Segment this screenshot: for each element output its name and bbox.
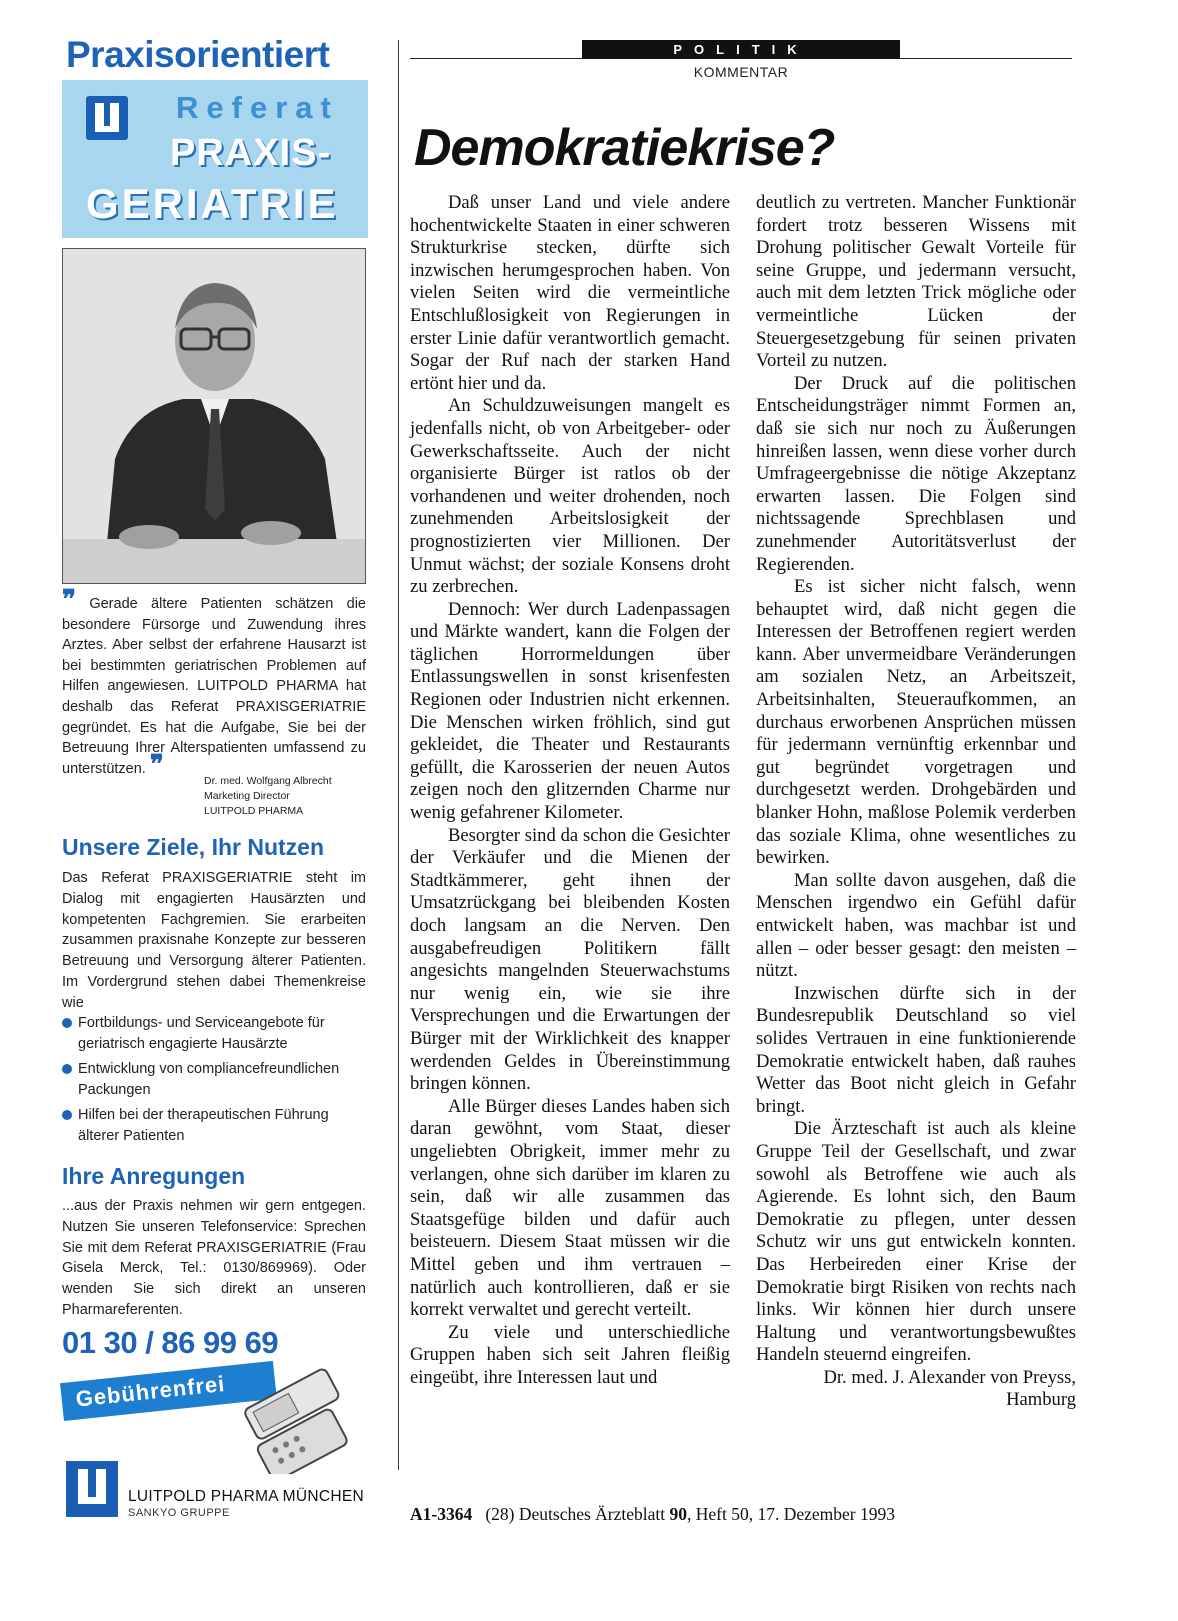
column-divider: [398, 40, 399, 1470]
ad-banner-line1: Referat: [176, 90, 339, 125]
portrait-photo: [62, 248, 366, 584]
ad-section3-heading: Ihre Anregungen: [62, 1163, 246, 1189]
ad-banner-line2: PRAXIS-: [170, 132, 332, 174]
luitpold-footer-logo-icon: [66, 1461, 118, 1517]
ad-title: Praxisorientiert: [66, 34, 330, 75]
article-paragraph: Alle Bürger dieses Landes haben sich daran gewöhnt, vom Staat, dieser ungeliebten Obrigkeit, immer mehr zu verlangen, ohne sich darüber im klaren zu sein, daß wir alle zusammen das Staatsgefüge bilden und dafür auch beisteuern. Diesem Staat müssen wir die Mittel geben und ihm vertrauen – natürlich auch kontrollieren, daß er sie korrekt verwaltet und gerecht verteilt.: [410, 1095, 730, 1321]
ad-quote-body: Gerade ältere Patienten schätzen die besondere Fürsorge und Zuwendung ihres Arztes. Aber selbst der erfahrene Hausarzt ist bei bestimmten geriatrischen Problemen auf Hilfen angewiesen. LUITPOLD PHARMA hat deshalb das Referat PRAXISGERIATRIE gegründet. Es hat die Aufgabe, Sie bei der Betreuung Ihrer Alterspatienten umfassend zu unterstützen.: [62, 596, 366, 777]
portrait-illustration: [63, 249, 366, 584]
luitpold-logo-icon: [86, 96, 128, 140]
bullet-dot-icon: [62, 1110, 72, 1120]
article-paragraph: Zu viele und unterschiedliche Gruppen haben sich seit Jahren fleißig eingeübt, ihre Interessen laut und: [410, 1321, 730, 1388]
header-rule-right: [900, 58, 1072, 59]
article-column-1: [410, 192, 730, 1389]
list-item: Hilfen bei der therapeutischen Führung älterer Patienten: [62, 1105, 366, 1146]
signature-role: Marketing Director: [204, 790, 290, 802]
article-author-city: Hamburg: [1006, 1389, 1076, 1411]
signature-company: LUITPOLD PHARMA: [204, 805, 304, 817]
quote-close-icon: ❞: [149, 749, 164, 779]
list-item: Entwicklung von compliancefreundlichen Packungen: [62, 1059, 366, 1100]
ad-section2-text: Das Referat PRAXISGERIATRIE steht im Dialog mit engagierten Hausärzten und kompetenten Fachgremien. Sie erarbeiten zusammen praxisnahe Konzepte zur besseren Betreuung und Versorgung älterer Patienten. Im Vordergrund stehen dabei Themenkreise wie: [62, 870, 366, 1011]
subsection-label: KOMMENTAR: [693, 64, 789, 80]
article-paragraph: Der Druck auf die politischen Entscheidungsträger nimmt Formen an, daß sie sich nur noch zu Äußerungen hinreißen lassen, wenn diese vorher durch Umfrageergebnisse die nötige Akzeptanz erwarten lassen. Die Folgen sind nichtssagende Sprechblasen und zunehmender Autoritätsverlust der Regierenden.: [756, 372, 1076, 575]
ad-banner: [62, 80, 368, 238]
article-paragraph: An Schuldzuweisungen mangelt es jedenfalls nicht, ob von Arbeitgeber- oder Gewerkschaftsseite. Auch der nicht organisierte Bürger ist ratlos ob der vorhandenen und weiter drohenden, noch zunehmenden Arbeitslosigkeit der prognostizierten vier Millionen. Der Unmut wächst; der soziale Konsens droht zu zerbrechen.: [410, 395, 730, 598]
footer-volume: 90: [669, 1504, 688, 1524]
header-rule-left: [410, 58, 582, 59]
section-label: POLITIK: [582, 40, 900, 59]
list-item: Fortbildungs- und Serviceangebote für geriatrisch engagierte Hausärzte: [62, 1013, 366, 1054]
article-paragraph: deutlich zu vertreten. Mancher Funktionär fordert trotz besseren Wissens mit Drohung politischer Gewalt Vorteile für seine Gruppe, und jedermann versucht, auch mit dem letzten Trick mögliche oder vermeintliche Lücken der Steuergesetzgebung für seinen privaten Vorteil zu nutzen.: [756, 192, 1076, 372]
article-paragraph: Inzwischen dürfte sich in der Bundesrepublik Deutschland so viel solides Vertrauen in eine funktionierende Demokratie entwickelt haben, daß rauhes Wetter das Boot nicht gleich in Gefahr bringt.: [756, 982, 1076, 1117]
ad-company-name: LUITPOLD PHARMA MÜNCHEN: [128, 1488, 364, 1505]
ad-banner-line3: GERIATRIE: [86, 180, 339, 227]
ad-signature: [204, 774, 332, 819]
article-paragraph: Es ist sicher nicht falsch, wenn behauptet wird, daß nicht gegen die Interessen der Betroffenen regiert werden kann. Aber unvermeidbare Veränderungen am sozialen Netz, an Arbeitszeit, Arbeitsinhalten, Steueraufkommen, an durchaus erworbenen Ansprüchen müssen für jedermann vernünftig erkennbar und gut begründet vorgetragen und durchgesetzt werden. Drohgebärden und blanker Hohn, maßlose Polemik verderben das soziale Klima, ohne wesentliches zu bewirken.: [756, 576, 1076, 869]
article-paragraph: Daß unser Land und viele andere hochentwickelte Staaten in einer schweren Strukturkrise stecken, dürfte sich inzwischen herumgesprochen haben. Von vielen Seiten wird die vermeintliche Entschlußlosigkeit von Regierungen in erster Linie dafür verantwortlich gemacht. Sogar der Ruf nach der starken Hand ertönt hier und da.: [410, 192, 730, 394]
bullet-dot-icon: [62, 1018, 72, 1028]
ad-bullet-list: [62, 1013, 366, 1151]
signature-name: Dr. med. Wolfgang Albrecht: [204, 775, 332, 787]
footer-publication: Deutsches Ärzteblatt: [518, 1504, 666, 1524]
bullet-dot-icon: [62, 1064, 72, 1074]
article-paragraph: Besorgter sind da schon die Gesichter der Verkäufer und die Mienen der Stadtkämmerer, geht ihnen der Umsatzrückgang bei bleibenden Kosten doch langsam an die Nerven. Den ausgabefreudigen Politikern fällt angesichts mangelnden Steuerwachstums nur wenig ein, wie sie ihre Versprechungen und die Erwartungen der Bürger mit der Wirklichkeit des knapper werdenden Geldes in Übereinstimmung bringen können.: [410, 824, 730, 1095]
footer-page-num: (28): [485, 1504, 515, 1524]
ad-section3-text: ...aus der Praxis nehmen wir gern entgegen. Nutzen Sie unseren Telefonservice: Sprechen Sie mit dem Referat PRAXISGERIATRIE (Frau Gisela Merck, Tel.: 0130/869969). Oder wenden Sie sich direkt an unseren Pharmareferenten.: [62, 1198, 366, 1318]
ad-phone-number: 01 30 / 86 99 69: [62, 1325, 279, 1360]
footer-issue: Heft 50, 17. Dezember 1993: [695, 1504, 896, 1524]
footer-page-id: A1-3364: [410, 1504, 473, 1524]
ad-quote: [62, 585, 366, 779]
telephone-icon: [232, 1366, 364, 1474]
article-headline: Demokratiekrise?: [414, 119, 835, 177]
page-footer: A1-3364 (28) Deutsches Ärzteblatt 90, Heft 50, 17. Dezember 1993: [410, 1504, 896, 1524]
article-paragraph: Die Ärzteschaft ist auch als kleine Gruppe Teil der Gesellschaft, und zwar sowohl als Betroffene wie auch als Agierende. Es lohnt sich, den Baum Demokratie zu pflegen, unter dessen Schutz wir uns gut entwickeln konnten. Das Herbeireden einer Krise der Demokratie birgt Risiken von rechts nach links. Wir können hier durch unsere Haltung und verantwortungsbewußtes Handeln steuernd eingreifen.: [756, 1118, 1076, 1366]
article-paragraph: Dennoch: Wer durch Ladenpassagen und Märkte wandert, kann die Folgen der täglichen Horrormeldungen über Entlassungswellen in sonst krisenfesten Regionen oder Industrien nicht erkennen. Die Menschen wirken fröhlich, sind gut gekleidet, die Theater und Restaurants gefüllt, die Karosserien der neuen Autos zeigen noch den glitzernden Charme nur wenig gefahrener Kilometer.: [410, 598, 730, 824]
article-column-2: [756, 192, 1076, 1412]
article-author: Dr. med. J. Alexander von Preyss,: [823, 1366, 1076, 1388]
ad-company-group: SANKYO GRUPPE: [128, 1507, 230, 1519]
article-paragraph: Man sollte davon ausgehen, daß die Menschen irgendwo ein Gefühl dafür entwickelt haben, was machbar ist und allen – oder besser gesagt: den meisten – nützt.: [756, 869, 1076, 982]
quote-open-icon: ❞: [62, 585, 76, 614]
free-call-label: Gebührenfrei: [74, 1371, 227, 1412]
ad-section2-heading: Unsere Ziele, Ihr Nutzen: [62, 834, 325, 860]
